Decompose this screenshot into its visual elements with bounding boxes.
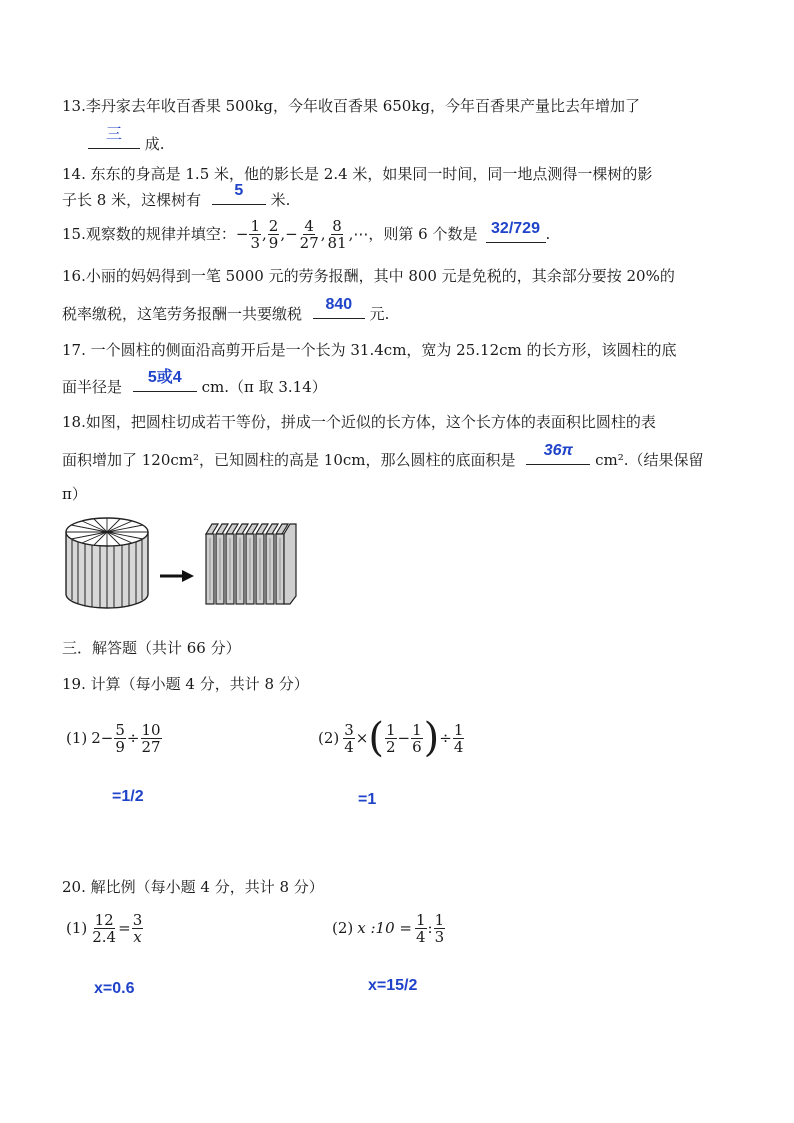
fraction: $\frac{3}{x}$: [132, 910, 143, 946]
question-14-text: 14. 东东的身高是 1.5 米，他的影长是 2.4 米，如果同一时间，同一地点测得一棵树的影: [62, 165, 653, 183]
cylinder-to-cuboid-figure: [60, 512, 310, 618]
question-13-line2: [88, 126, 165, 154]
question-13-suffix: 成.: [144, 135, 165, 153]
cylinder-icon: [66, 518, 148, 608]
question-17-suffix: cm.（π 取 3.14）: [201, 378, 327, 396]
section-3-title: [62, 638, 241, 658]
math-operator: −: [397, 729, 411, 747]
question-18-suffix: cm².（结果保留: [595, 451, 704, 469]
part-label: (2): [332, 919, 354, 937]
question-17-text: 17. 一个圆柱的侧面沿高剪开后是一个长为 31.4cm，宽为 25.12cm 的长方形，该圆柱的底: [62, 341, 677, 359]
answer-19-1: =1/2: [112, 788, 144, 805]
sequence-separator: ,⋯: [348, 225, 369, 243]
fraction: $\frac{12}{2.4}$: [92, 910, 117, 946]
sequence-separator: ,−: [280, 225, 298, 243]
question-19-title-text: 19. 计算（每小题 4 分，共计 8 分）: [62, 675, 309, 693]
question-14-line1: [62, 164, 652, 184]
left-paren: (: [368, 715, 384, 761]
sequence-separator: ,: [261, 225, 267, 243]
math-operator: :: [427, 919, 433, 937]
fraction: $\frac{1}{2}$: [385, 720, 396, 756]
sequence-term-4: $\frac{8}{81}$: [327, 216, 347, 252]
answer-blank-13[interactable]: [88, 126, 140, 149]
question-16-line2: [62, 296, 390, 324]
question-16-line1: [62, 266, 675, 286]
math-operator: ÷: [439, 729, 452, 747]
right-paren: ): [423, 715, 440, 761]
question-19-title: [62, 674, 309, 694]
question-20-part-2: [332, 906, 446, 950]
answer-18: 36π: [543, 442, 573, 459]
answer-blank-17[interactable]: [133, 369, 197, 392]
question-20-title-text: 20. 解比例（每小题 4 分，共计 8 分）: [62, 878, 324, 896]
question-18-line3: [62, 484, 87, 504]
question-14-text-b: 子长 8 米，这棵树有: [62, 191, 202, 209]
question-16-text-b: 税率缴税，这笔劳务报酬一共要缴税: [62, 305, 303, 323]
question-19-part-1: [66, 716, 163, 760]
question-18-text-b: 面积增加了 120cm²，已知圆柱的高是 10cm，那么圆柱的底面积是: [62, 451, 516, 469]
fraction: $\frac{1}{6}$: [412, 720, 422, 756]
question-14-line2: [62, 182, 291, 210]
answer-16: 840: [325, 296, 353, 313]
sequence-sign: −: [235, 225, 249, 243]
answer-blank-18[interactable]: [526, 442, 590, 465]
math-operator: ÷: [126, 729, 140, 747]
right-arrow-icon: [160, 570, 194, 582]
fraction: $\frac{5}{9}$: [115, 720, 125, 756]
question-15-end: .: [545, 225, 551, 243]
sequence-separator: ,: [320, 225, 326, 243]
answer-blank-16[interactable]: [313, 296, 365, 319]
math-term: 2: [91, 729, 101, 747]
question-19-part-2: [318, 714, 465, 762]
fraction: $\frac{3}{4}$: [344, 720, 354, 756]
math-operator: ×: [355, 729, 369, 747]
cuboid-slices-icon: [206, 524, 296, 604]
question-17-line1: [62, 340, 677, 360]
fraction: $\frac{1}{4}$: [453, 720, 464, 756]
answer-14: 5: [234, 182, 244, 199]
question-16-text: 16.小丽的妈妈得到一笔 5000 元的劳务报酬，其中 800 元是免税的，其余部分要按 20%的: [62, 267, 675, 285]
answer-19-2: =1: [358, 791, 377, 808]
question-15-line: [62, 214, 550, 254]
sequence-term-3: $\frac{4}{27}$: [299, 216, 319, 252]
math-operator: =: [118, 919, 131, 937]
question-13-text: 13.李丹家去年收百香果 500kg，今年收百香果 650kg，今年百香果产量比去年增加了: [62, 97, 641, 115]
fraction: $\frac{1}{4}$: [415, 910, 426, 946]
answer-17: 5或4: [147, 369, 182, 386]
question-16-suffix: 元.: [369, 305, 390, 323]
question-20-title: [62, 877, 324, 897]
part-label: (1): [66, 729, 88, 747]
answer-blank-15[interactable]: [486, 219, 546, 243]
sequence-term-2: $\frac{2}{9}$: [268, 216, 279, 252]
answer-13: 三: [105, 126, 122, 143]
fraction: $\frac{10}{27}$: [141, 720, 161, 756]
math-operator: −: [100, 729, 114, 747]
question-14-suffix: 米.: [270, 191, 291, 209]
math-lhs: x :10 =: [357, 919, 412, 937]
question-15-text: 15.观察数的规律并填空：: [62, 225, 236, 243]
part-label: (2): [318, 729, 340, 747]
question-20-part-1: [66, 906, 144, 950]
question-18-line2: [62, 442, 704, 470]
question-17-text-b: 面半径是: [62, 378, 123, 396]
question-18-text-d: π）: [62, 485, 87, 503]
answer-20-2: x=15/2: [368, 977, 418, 994]
answer-15: 32/729: [491, 219, 540, 237]
fraction: $\frac{1}{3}$: [434, 910, 445, 946]
sequence-term-1: $\frac{1}{3}$: [250, 216, 260, 252]
question-13-line1: [62, 96, 640, 116]
answer-20-1: x=0.6: [94, 980, 135, 997]
question-15-text-b: ，则第 6 个数是: [368, 225, 478, 243]
section-3-title-text: 三．解答题（共计 66 分）: [62, 639, 241, 657]
part-label: (1): [66, 919, 88, 937]
question-18-text: 18.如图，把圆柱切成若干等份，拼成一个近似的长方体，这个长方体的表面积比圆柱的表: [62, 413, 656, 431]
answer-blank-14[interactable]: [212, 182, 266, 205]
question-17-line2: [62, 369, 327, 397]
question-18-line1: [62, 412, 656, 432]
